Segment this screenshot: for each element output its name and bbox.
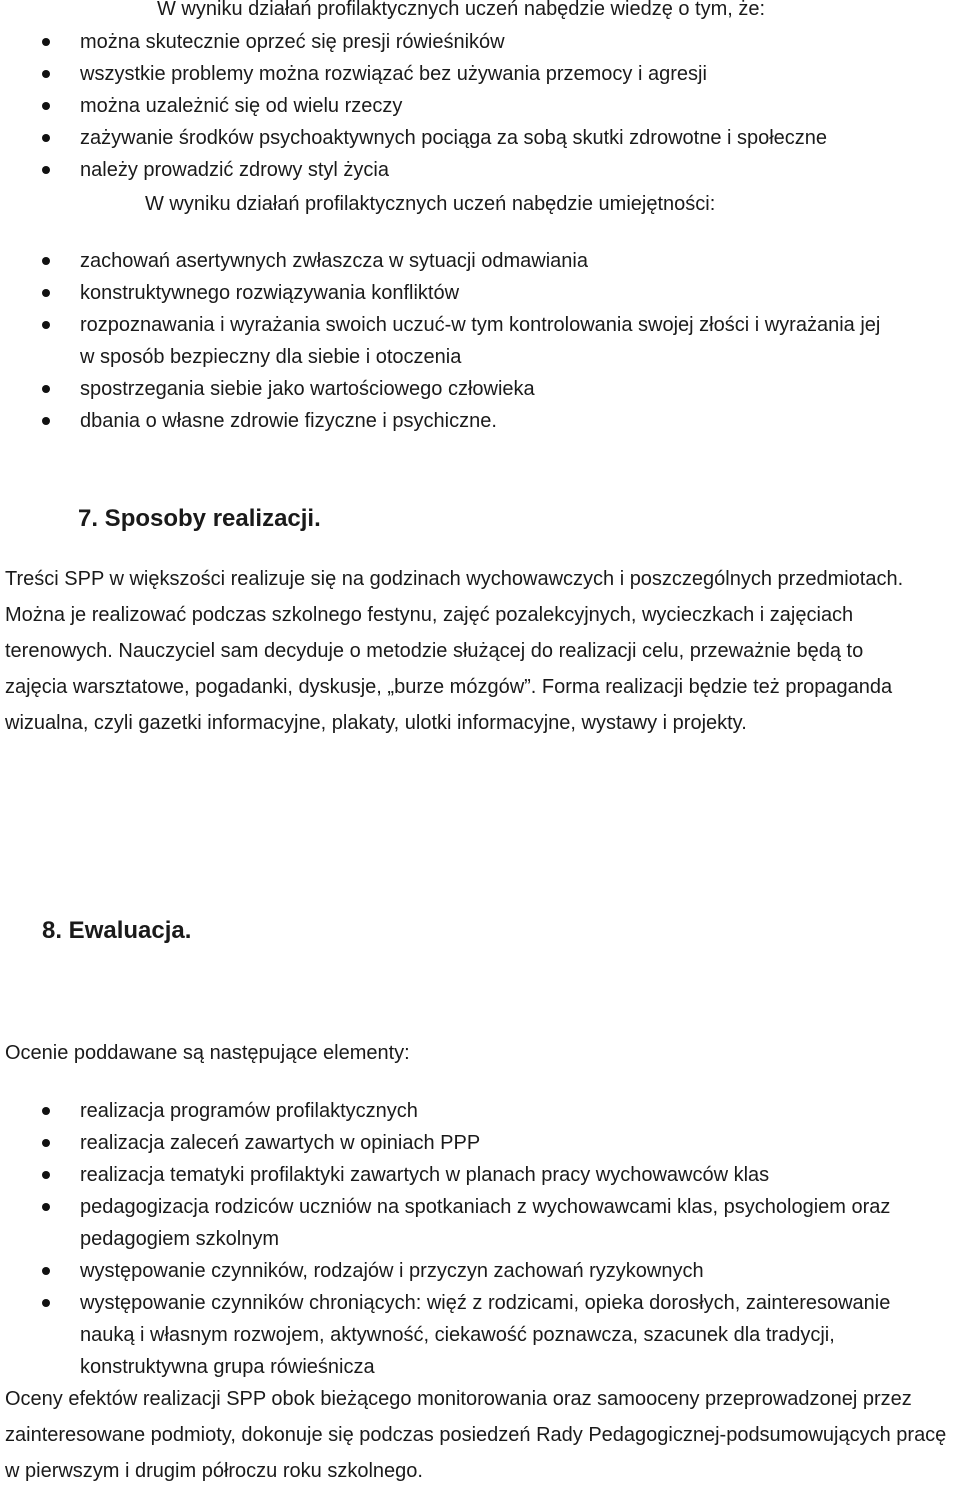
section-7-paragraph: Treści SPP w większości realizuje się na godzinach wychowawczych i poszczególnych przedmiotach. Można je realizować podczas szkolnego festynu, zajęć pozalekcyjnych, wycieczkach i zajęciach terenowych. Nauczyciel sam decyduje o metodzie służącej do realizacji celu, przeważnie będą to zajęcia warsztatowe, pogadanki, dyskusje, „burze mózgów”. Forma realizacji będzie też propaganda wizualna, czyli gazetki informacyjne, plakaty, ulotki informacyjne, wystawy i projekty.	[5, 568, 904, 734]
list-item: konstruktywnego rozwiązywania konfliktów	[0, 277, 960, 309]
list-item: realizacja programów profilaktycznych	[0, 1095, 960, 1127]
bullet-icon	[42, 166, 50, 174]
list-item: zachowań asertywnych zwłaszcza w sytuacji odmawiania	[0, 245, 960, 277]
list-item: można uzależnić się od wielu rzeczy	[0, 90, 960, 122]
list-item: można skutecznie oprzeć się presji rówieśników	[0, 26, 960, 58]
evaluation-closing: Oceny efektów realizacji SPP obok bieżącego monitorowania oraz samooceny przeprowadzonej przez zainteresowane podmioty, dokonuje się podczas posiedzeń Rady Pedagogicznej-podsumowujących pracę w pierwszym i drugim półroczu roku szkolnego.	[5, 1388, 947, 1482]
bullet-icon	[42, 1267, 50, 1275]
bullet-icon	[42, 417, 50, 425]
evaluation-list	[0, 1095, 960, 1383]
list-item: realizacja zaleceń zawartych w opiniach PPP	[0, 1127, 960, 1159]
bullet-icon	[42, 134, 50, 142]
bullet-icon	[42, 70, 50, 78]
bullet-icon	[42, 321, 50, 329]
section-7-heading: 7. Sposoby realizacji.	[78, 505, 321, 532]
section-8-heading: 8. Ewaluacja.	[42, 917, 192, 944]
knowledge-list	[0, 26, 960, 186]
list-item: występowanie czynników, rodzajów i przyczyn zachowań ryzykownych	[0, 1255, 960, 1287]
list-item: należy prowadzić zdrowy styl życia	[0, 154, 960, 186]
bullet-icon	[42, 38, 50, 46]
bullet-icon	[42, 1171, 50, 1179]
list-item: spostrzegania siebie jako wartościowego człowieka	[0, 373, 960, 405]
list-item: wszystkie problemy można rozwiązać bez używania przemocy i agresji	[0, 58, 960, 90]
list-item: realizacja tematyki profilaktyki zawartych w planach pracy wychowawców klas	[0, 1159, 960, 1191]
list-item: dbania o własne zdrowie fizyczne i psychiczne.	[0, 405, 960, 437]
bullet-icon	[42, 1299, 50, 1307]
bullet-icon	[42, 1107, 50, 1115]
knowledge-intro: W wyniku działań profilaktycznych uczeń nabędzie wiedzę o tym, że:	[157, 0, 766, 20]
bullet-icon	[42, 385, 50, 393]
skills-intro: W wyniku działań profilaktycznych uczeń nabędzie umiejętności:	[145, 193, 716, 215]
list-item: rozpoznawania i wyrażania swoich uczuć-w tym kontrolowania swojej złości i wyrażania jej w sposób bezpieczny dla siebie i otoczenia	[0, 309, 960, 373]
list-item: pedagogizacja rodziców uczniów na spotkaniach z wychowawcami klas, psychologiem oraz pedagogiem szkolnym	[0, 1191, 960, 1255]
bullet-icon	[42, 102, 50, 110]
bullet-icon	[42, 1203, 50, 1211]
bullet-icon	[42, 289, 50, 297]
list-item: zażywanie środków psychoaktywnych pociąga za sobą skutki zdrowotne i społeczne	[0, 122, 960, 154]
skills-list	[0, 245, 960, 437]
bullet-icon	[42, 1139, 50, 1147]
list-item: występowanie czynników chroniących: więź z rodzicami, opieka dorosłych, zainteresowanie nauką i własnym rozwojem, aktywność, ciekawość poznawcza, szacunek dla tradycji, konstruktywna grupa rówieśnicza	[0, 1287, 960, 1383]
evaluation-intro: Ocenie poddawane są następujące elementy:	[5, 1042, 410, 1064]
bullet-icon	[42, 257, 50, 265]
